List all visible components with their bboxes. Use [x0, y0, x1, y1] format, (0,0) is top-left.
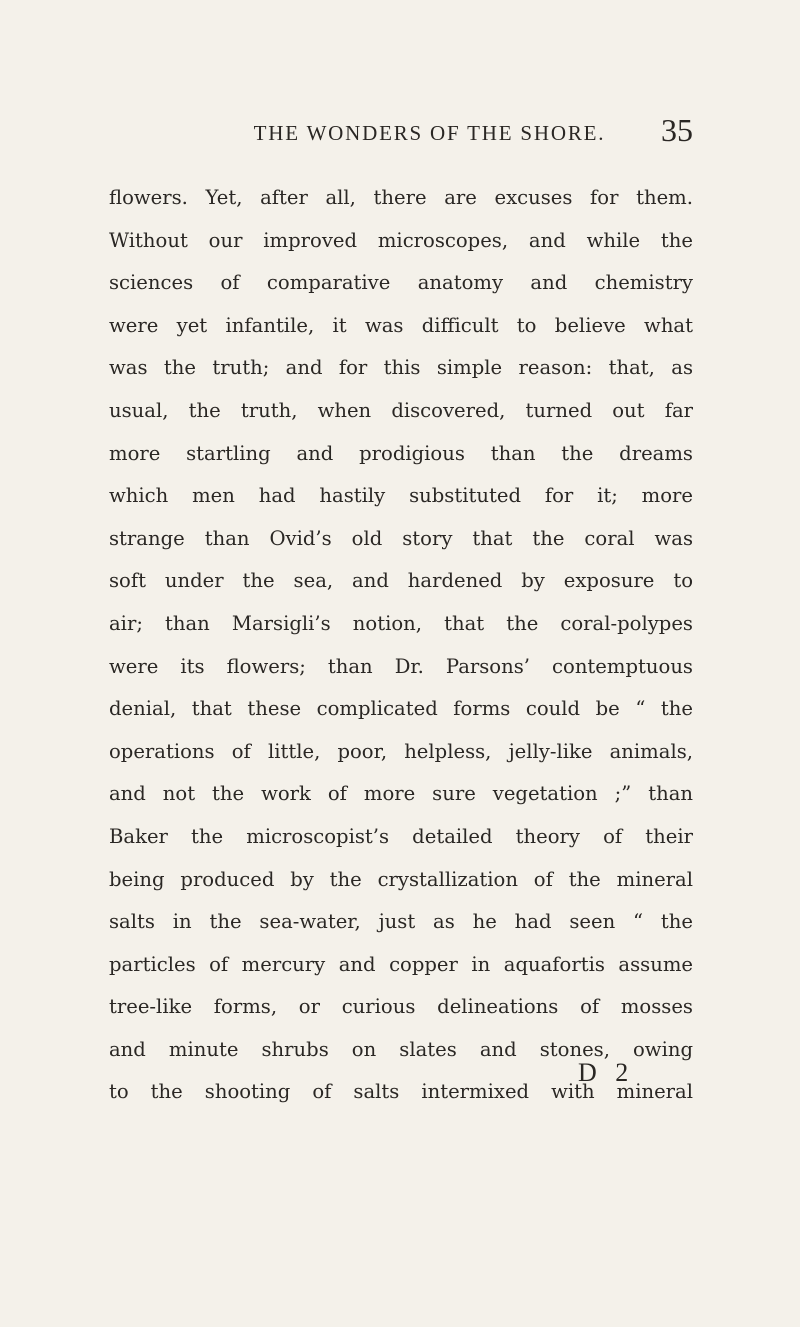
text-line: and not the work of more sure vegetation ;” than — [109, 782, 693, 806]
text-line: sciences of comparative anatomy and chemistry — [109, 271, 693, 295]
text-line: salts in the sea-water, just as he had seen “ the — [109, 910, 693, 934]
text-line: which men had hastily substituted for it; more — [109, 484, 693, 508]
running-title: THE WONDERS OF THE SHORE. — [253, 121, 606, 145]
text-line: being produced by the crystallization of the mineral — [109, 867, 693, 891]
text-line: usual, the truth, when discovered, turned out far — [109, 398, 693, 422]
text-line: air; than Marsigli’s notion, that the coral-polypes — [109, 611, 693, 635]
page-number: 35 — [661, 112, 693, 148]
text-line: Without our improved microscopes, and while the — [109, 228, 693, 252]
text-line: more startling and prodigious than the dreams — [109, 441, 693, 465]
text-line: denial, that these complicated forms could be “ the — [109, 697, 693, 721]
text-line: were yet infantile, it was difficult to believe what — [109, 313, 693, 337]
running-head — [96, 112, 693, 150]
text-line: to the shooting of salts intermixed with mineral — [109, 1080, 693, 1104]
text-line: was the truth; and for this simple reason: that, as — [109, 356, 693, 380]
text-line: and minute shrubs on slates and stones, owing — [109, 1037, 693, 1061]
text-line: soft under the sea, and hardened by exposure to — [109, 569, 693, 593]
text-line: flowers. Yet, after all, there are excuses for them. — [109, 186, 693, 209]
signature-mark: D 2 — [578, 1058, 635, 1087]
body-text — [109, 177, 693, 1114]
text-line: Baker the microscopist’s detailed theory of their — [109, 824, 693, 848]
text-line: tree-like forms, or curious delineations of mosses — [109, 995, 693, 1019]
text-line: were its flowers; than Dr. Parsons’ contemptuous — [109, 654, 693, 678]
text-line: particles of mercury and copper in aquafortis assume — [109, 952, 693, 976]
text-line: operations of little, poor, helpless, jelly-like animals, — [109, 739, 693, 763]
text-line: strange than Ovid’s old story that the coral was — [109, 526, 693, 550]
